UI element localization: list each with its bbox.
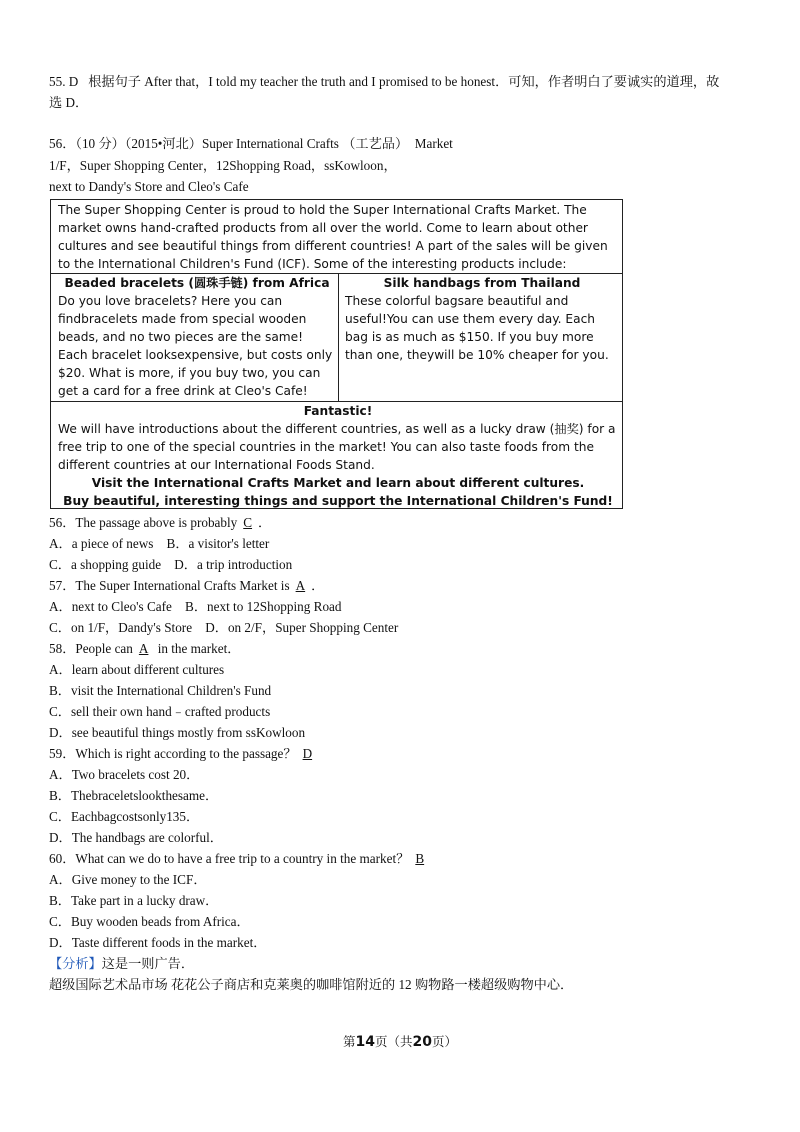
answer-blank: A [138,641,149,656]
question-57 [49,577,324,595]
footer-text: 页） [431,1035,457,1049]
handbags-text: These colorful bagsare beautiful and useful!You can use them every day. Each bag is as much as $150. If you buy more than one, theywill be 10% cheaper for you. [345,294,609,362]
question-stem: 57．The Super International Crafts Market is [49,578,290,593]
option-line: B．Take part in a lucky draw． [49,893,219,908]
option-line: A．Two bracelets cost 20． [49,767,200,782]
option-line: C．a shopping guide D．a trip introduction [49,557,293,572]
analysis-line2: 超级国际艺术品市场 花花公子商店和克莱奥的咖啡馆附近的 12 购物路一楼超级购物中心． [49,977,574,992]
option-line: C．Buy wooden beads from Africa． [49,914,250,929]
answer-blank: A [295,578,306,593]
footer-text: 第 [342,1035,356,1049]
analysis-line1 [49,955,194,973]
fantastic-title: Fantastic! [303,404,373,418]
question-56 [49,514,271,532]
slogan-line2: Buy beautiful, interesting things and support the International Children's Fund! [63,494,613,508]
answer-blank: B [415,851,425,866]
option-line: C．on 1/F，Dandy's Store D．on 2/F，Super Shopping Center [49,620,399,635]
question-stem: 58．People can [49,641,133,656]
option-line: A．learn about different cultures [49,662,225,677]
answer-blank: C [243,515,253,530]
question-stem: 60．What can we do to have a free trip to a country in the market？ [49,851,410,866]
q55-explanation-line2: 选 D． [49,95,89,110]
page-footer [0,1032,800,1050]
question-58 [49,640,240,658]
option-line: D．Taste different foods in the market． [49,935,267,950]
page-total: 20 [412,1034,432,1050]
footer-text: 页（共 [374,1035,413,1049]
option-line: A．next to Cleo's Cafe B．next to 12Shopping Road [49,599,342,614]
question-stem: 59．Which is right according to the passage？ [49,746,297,761]
notice-intro: The Super Shopping Center is proud to hold the Super International Crafts Market. The market owns hand-crafted products from all over the world. Come to learn about other cultures and see beautiful things from different countries! A part of the sales will be given to the International Children's Fund (ICF). Some of the interesting products include: [58,203,608,271]
fantastic-cell [58,402,618,510]
passage-address: 1/F，Super Shopping Center，12Shopping Road，ssKowloon， [49,158,397,173]
option-line: B．visit the International Children's Fund [49,683,272,698]
option-line: C．Eachbagcostsonly135． [49,809,200,824]
option-line: C．sell their own hand﹣crafted products [49,704,271,719]
question-end: in the market． [154,641,241,656]
handbags-cell [345,274,619,364]
question-end: ． [258,515,272,530]
bracelets-text: Do you love bracelets? Here you can findbracelets made from special wooden beads, and no two pieces are the same! Each bracelet looksexpensive, but costs only $20. What is more, if you buy two, you can get a card for a free drink at Cleo's Cafe! [58,294,333,398]
handbags-title: Silk handbags from Thailand [383,276,581,290]
bracelets-title: Beaded bracelets (圆珠手链) from Africa [64,276,330,290]
analysis-text: 这是一则广告． [101,956,195,971]
q55-explanation-line1: 55. D 根据句子 After that，I told my teacher the truth and I promised to be honest．可知，作者明白了要诚实的道理，故 [49,74,720,89]
fantastic-text: We will have introductions about the different countries, as well as a lucky draw (抽奖) for a free trip to one of the special countries in the market! You can also taste foods from the different countries at our International Foods Stand. [58,422,616,472]
notice-box [50,199,623,509]
slogan-line1: Visit the International Crafts Market and learn about different cultures. [91,476,585,490]
passage-location: next to Dandy's Store and Cleo's Cafe [49,179,249,194]
bracelets-cell [58,274,336,400]
analysis-tag: 【分析】 [49,956,102,971]
option-line: A．Give money to the ICF． [49,872,207,887]
option-line: D．see beautiful things mostly from ssKowloon [49,725,306,740]
answer-blank: D [302,746,313,761]
divider [338,273,339,401]
option-line: A．a piece of news B．a visitor's letter [49,536,270,551]
option-line: D．The handbags are colorful． [49,830,223,845]
question-end: ． [311,578,325,593]
option-line: B．Thebraceletslookthesame． [49,788,219,803]
passage-title: 56．（10 分）（2015•河北）Super International Crafts （工艺品） Market [49,136,453,151]
page-number: 14 [355,1034,375,1050]
question-59 [49,745,318,763]
question-60 [49,850,430,868]
question-stem: 56．The passage above is probably [49,515,238,530]
